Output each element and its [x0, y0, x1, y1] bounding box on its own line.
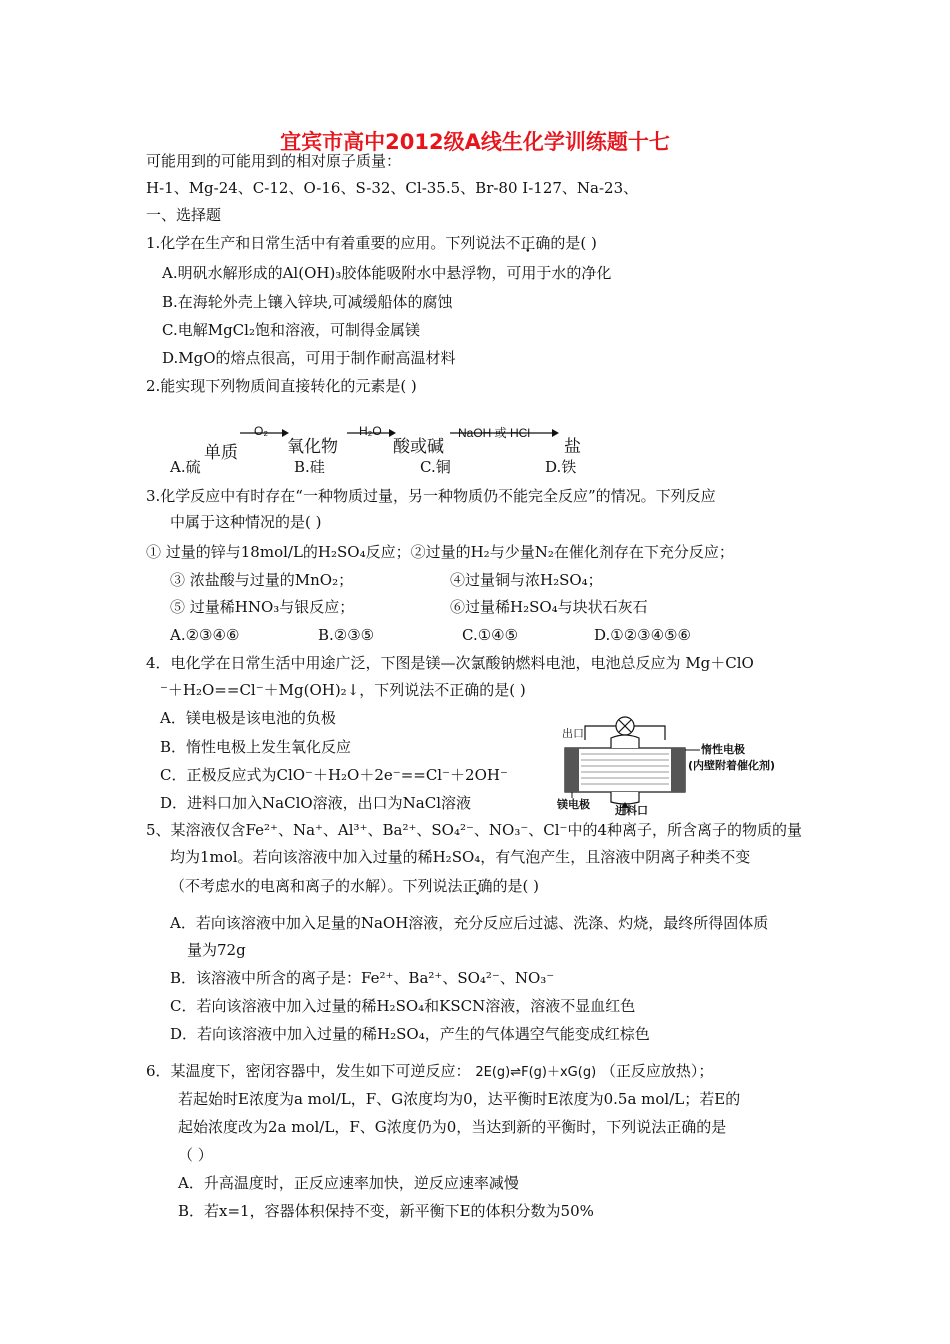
q1-option-d: D.MgO的熔点很高，可用于制作耐高温材料	[162, 349, 456, 367]
equilibrium-equation: 2E(g)⇌F(g)＋xG(g)	[475, 1065, 597, 1080]
q3-item-5: ⑤ 过量稀HNO₃与银反应；	[170, 598, 355, 616]
question-4-stem-1: 4．电化学在日常生活中用途广泛，下图是镁—次氯酸钠燃料电池，电池总反应为 Mg＋ClO	[146, 654, 754, 672]
question-3-stem-2: 中属于这种情况的是( )	[170, 513, 322, 531]
q3-option-d: D.①②③④⑤⑥	[594, 626, 691, 644]
question-6-stem-3: 起始浓度改为2a mol/L，F、G浓度仍为0，当达到新的平衡时，下列说法正确的是	[178, 1118, 727, 1136]
q1-option-b: B.在海轮外壳上镶入锌块,可减缓船体的腐蚀	[162, 293, 453, 311]
question-6-stem-2: 若起始时E浓度为a mol/L，F、G浓度均为0，达平衡时E浓度为0.5a mol/L；若E的	[178, 1090, 741, 1108]
q5-emphasis: 正确	[462, 877, 493, 895]
scheme-element: 单质	[204, 443, 238, 463]
fig-label-catalyst: (内壁附着催化剂)	[688, 759, 776, 772]
scheme-salt: 盐	[564, 437, 581, 457]
scheme-acid-or-base: 酸或碱	[393, 437, 444, 457]
fig-label-inert-electrode: 惰性电极	[701, 743, 745, 756]
arrow-label-o2: O₂	[254, 424, 268, 438]
page-title: 宜宾市高中2012级A线生化学训练题十七	[280, 130, 670, 154]
intro-text: 可能用到的可能用到的相对原子质量：	[146, 152, 402, 170]
question-5-stem-2: 均为1mol。若向该溶液中加入过量的稀H₂SO₄，有气泡产生，且溶液中阴离子种类不变	[170, 848, 751, 866]
fig-label-outlet: 出口	[562, 727, 584, 740]
q1-emphasis: 不正确	[505, 234, 551, 252]
q2-option-b: B.硅	[294, 458, 325, 476]
q4-option-a: A．镁电极是该电池的负极	[160, 709, 336, 727]
question-6-stem-4: （ ）	[178, 1146, 213, 1164]
q3-item-6: ⑥过量稀H₂SO₄与块状石灰石	[450, 598, 648, 616]
q3-item-line-1: ① 过量的锌与18mol/L的H₂SO₄反应；②过量的H₂与少量N₂在催化剂存在下充分反应；	[146, 543, 734, 561]
question-5-stem-3	[170, 876, 539, 896]
fig-label-inlet: 进料口	[615, 804, 648, 817]
question-3-stem-1: 3.化学反应中有时存在“一种物质过量，另一种物质仍不能完全反应”的情况。下列反应	[146, 487, 716, 505]
q5-option-d: D．若向该溶液中加入过量的稀H₂SO₄，产生的气体遇空气能变成红棕色	[170, 1025, 650, 1043]
q4-option-b: B．惰性电极上发生氧化反应	[160, 738, 352, 756]
arrow-1-icon	[238, 425, 290, 439]
q2-option-d: D.铁	[545, 458, 577, 476]
question-6-stem-1	[146, 1061, 713, 1083]
q3-item-3: ③ 浓盐酸与过量的MnO₂；	[170, 571, 354, 589]
arrow-label-naoh-hcl: NaOH 或 HCl	[458, 426, 531, 440]
q5-option-a-line-2: 量为72g	[187, 941, 246, 959]
q2-option-c: C.铜	[420, 458, 451, 476]
arrow-label-h2o: H₂O	[359, 424, 382, 438]
q6-stem-1-part-b: （正反应放热）；	[600, 1062, 714, 1080]
q5-stem-3-part-c: 的是( )	[492, 877, 540, 895]
q5-stem-3-part-a: （不考虑水的电离和离子的水解）。下列说法	[170, 877, 463, 895]
q6-stem-1-part-a: 6．某温度下，密闭容器中，发生如下可逆反应：	[146, 1062, 471, 1080]
q3-option-a: A.②③④⑥	[170, 626, 240, 644]
q4-option-c: C．正极反应式为ClO⁻＋H₂O＋2e⁻==Cl⁻＋2OH⁻	[160, 766, 508, 784]
question-5-stem-1: 5、某溶液仅含Fe²⁺、Na⁺、Al³⁺、Ba²⁺、SO₄²⁻、NO₃⁻、Cl⁻中的4种离子，所含离子的物质的量	[146, 821, 802, 839]
q3-option-c: C.①④⑤	[462, 626, 519, 644]
atomic-masses: H-1、Mg-24、C-12、O-16、S-32、Cl-35.5、Br-80 I-127、Na-23、	[146, 179, 639, 197]
question-1-stem	[146, 233, 597, 253]
q5-option-c: C．若向该溶液中加入过量的稀H₂SO₄和KSCN溶液，溶液不显血红色	[170, 997, 636, 1015]
scheme-oxide: 氧化物	[287, 437, 338, 457]
q5-option-b: B．该溶液中所含的离子是：Fe²⁺、Ba²⁺、SO₄²⁻、NO₃⁻	[170, 969, 555, 987]
q2-option-a: A.硫	[170, 458, 201, 476]
q1-stem-part-a: 1.化学在生产和日常生活中有着重要的应用。下列说法	[146, 234, 506, 252]
section-heading: 一、选择题	[146, 206, 222, 224]
q1-option-c: C.电解MgCl₂饱和溶液，可制得金属镁	[162, 321, 420, 339]
q4-option-d: D．进料口加入NaClO溶液，出口为NaCl溶液	[160, 794, 472, 812]
q1-stem-part-c: 的是( )	[550, 234, 597, 252]
question-2-stem: 2.能实现下列物质间直接转化的元素是( )	[146, 377, 417, 395]
fuel-cell-diagram	[545, 710, 835, 820]
q5-option-a-line-1: A．若向该溶液中加入足量的NaOH溶液，充分反应后过滤、洗涤、灼烧，最终所得固体质	[170, 914, 769, 932]
question-4-stem-2: ⁻＋H₂O==Cl⁻＋Mg(OH)₂↓，下列说法不正确的是( )	[160, 681, 526, 699]
q1-option-a: A.明矾水解形成的Al(OH)₃胶体能吸附水中悬浮物，可用于水的净化	[162, 264, 612, 282]
q3-item-4: ④过量铜与浓H₂SO₄；	[450, 571, 603, 589]
arrow-3-icon	[448, 425, 560, 439]
arrow-2-icon	[345, 425, 397, 439]
q6-option-a: A．升高温度时，正反应速率加快，逆反应速率减慢	[178, 1174, 519, 1192]
q3-option-b: B.②③⑤	[318, 626, 375, 644]
fig-label-mg-electrode: 镁电极	[557, 798, 590, 811]
q6-option-b: B．若x=1，容器体积保持不变，新平衡下E的体积分数为50%	[178, 1202, 594, 1220]
